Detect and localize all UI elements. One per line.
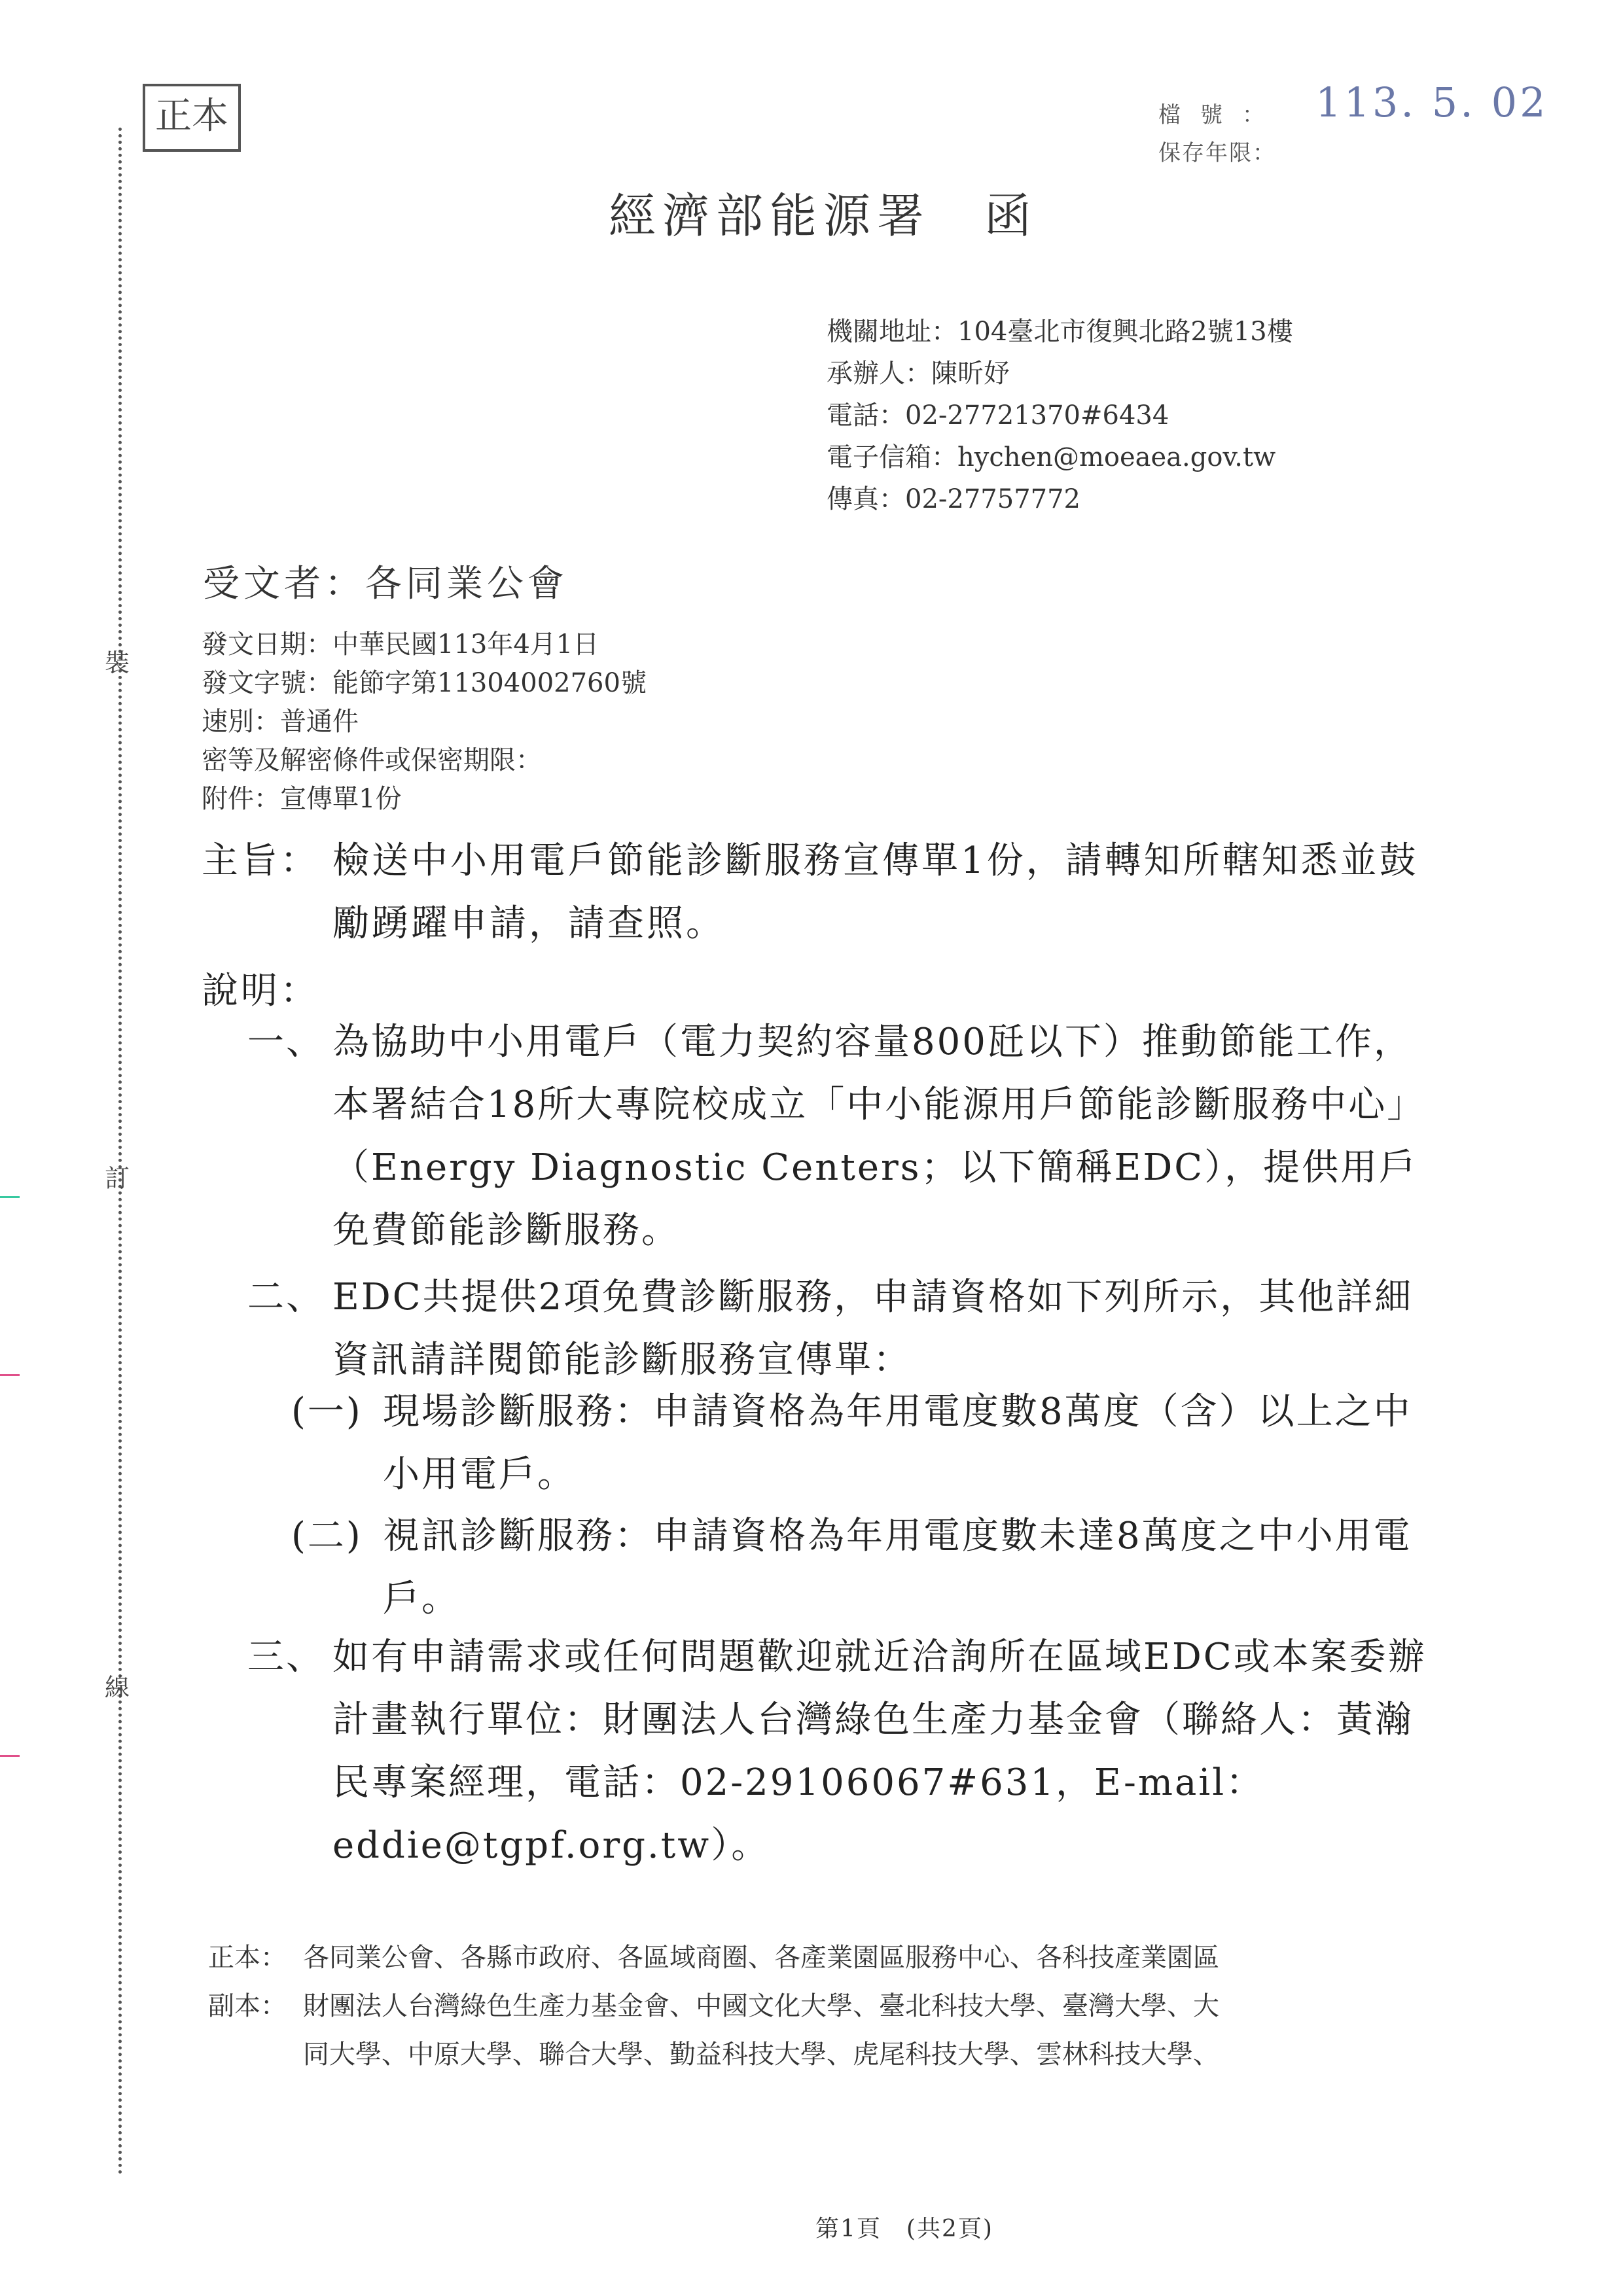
item-number: 二、 <box>247 1276 325 1318</box>
contact-phone: 電話：02-27721370#6434 <box>827 400 1169 431</box>
scan-edge-mark-green <box>0 1196 20 1198</box>
retention-label: 保存年限： <box>1158 140 1276 166</box>
binding-mark-xian: 線 <box>105 1673 130 1702</box>
attachment: 附件：宣傳單1份 <box>202 784 402 814</box>
item-number: 三、 <box>247 1636 325 1678</box>
issue-date: 發文日期：中華民國113年4月1日 <box>202 629 599 660</box>
secrecy-level: 密等及解密條件或保密期限： <box>202 745 542 775</box>
subject-text: 檢送中小用電戶節能診斷服務宣傳單1份，請轉知所轄知悉並鼓勵踴躍申請，請查照。 <box>332 839 1419 945</box>
scan-edge-mark-pink <box>0 1374 20 1376</box>
cc-recipients-line2: 同大學、中原大學、聯合大學、勤益科技大學、虎尾科技大學、雲林科技大學、 <box>303 2040 1219 2070</box>
meta-block <box>202 626 647 819</box>
subitem-number: (一) <box>291 1390 363 1433</box>
distribution-block <box>208 1934 1452 2079</box>
subject-label: 主旨： <box>202 839 319 882</box>
document-title: 經濟部能源署 函 <box>609 188 1039 243</box>
original-copy-stamp: 正本 <box>143 84 241 152</box>
binding-line <box>118 128 122 2176</box>
document-number: 發文字號：能節字第11304002760號 <box>202 668 647 698</box>
description-label: 說明： <box>202 970 319 1012</box>
file-number-value: 113. 5. 02 <box>1315 79 1548 126</box>
subitem-text: 視訊診斷服務：申請資格為年用電度數未達8萬度之中小用電戶。 <box>383 1515 1412 1620</box>
item-text: 如有申請需求或任何問題歡迎就近洽詢所在區域EDC或本案委辦計畫執行單位：財團法人台灣綠色生產力基金會（聯絡人：黃瀚民專案經理，電話：02-29106067#631，E-mail：eddie@tgpf.org.tw）。 <box>332 1636 1427 1867</box>
contact-fax: 傳真：02-27757772 <box>827 484 1081 514</box>
binding-mark-ding: 訂 <box>105 1164 130 1193</box>
binding-mark-zhuang: 裝 <box>105 648 130 677</box>
file-number-label: 檔號： <box>1158 102 1284 128</box>
contact-email: 電子信箱：hychen@moeaea.gov.tw <box>827 442 1276 472</box>
cc-recipients-line1: 財團法人台灣綠色生產力基金會、中國文化大學、臺北科技大學、臺灣大學、大 <box>303 1991 1219 2021</box>
original-recipients-label: 正本： <box>208 1943 287 1973</box>
contact-block <box>827 311 1293 520</box>
item-text: EDC共提供2項免費診斷服務，申請資格如下列所示，其他詳細資訊請詳閱節能診斷服務宣傳單： <box>332 1276 1414 1381</box>
cc-recipients-label: 副本： <box>208 1991 287 2021</box>
subitem-number: (二) <box>291 1515 363 1557</box>
speed-class: 速別：普通件 <box>202 707 359 737</box>
item-number: 一、 <box>247 1021 325 1063</box>
contact-address: 機關地址：104臺北市復興北路2號13樓 <box>827 317 1293 347</box>
page-footer: 第1頁 (共2頁) <box>815 2216 993 2242</box>
subitem-text: 現場診斷服務：申請資格為年用電度數8萬度（含）以上之中小用電戶。 <box>383 1390 1412 1496</box>
contact-handler: 承辦人：陳昕妤 <box>827 359 1010 389</box>
scan-edge-mark-pink-2 <box>0 1755 20 1757</box>
recipient: 受文者：各同業公會 <box>203 563 568 605</box>
item-text: 為協助中小用電戶（電力契約容量800瓩以下）推動節能工作，本署結合18所大專院校成立「中小能源用戶節能診斷服務中心」（Energy Diagnostic Centers；以下簡稱EDC），提供用戶免費節能診斷服務。 <box>332 1021 1426 1252</box>
original-recipients: 各同業公會、各縣市政府、各區域商圈、各產業園區服務中心、各科技產業園區 <box>303 1943 1219 1973</box>
